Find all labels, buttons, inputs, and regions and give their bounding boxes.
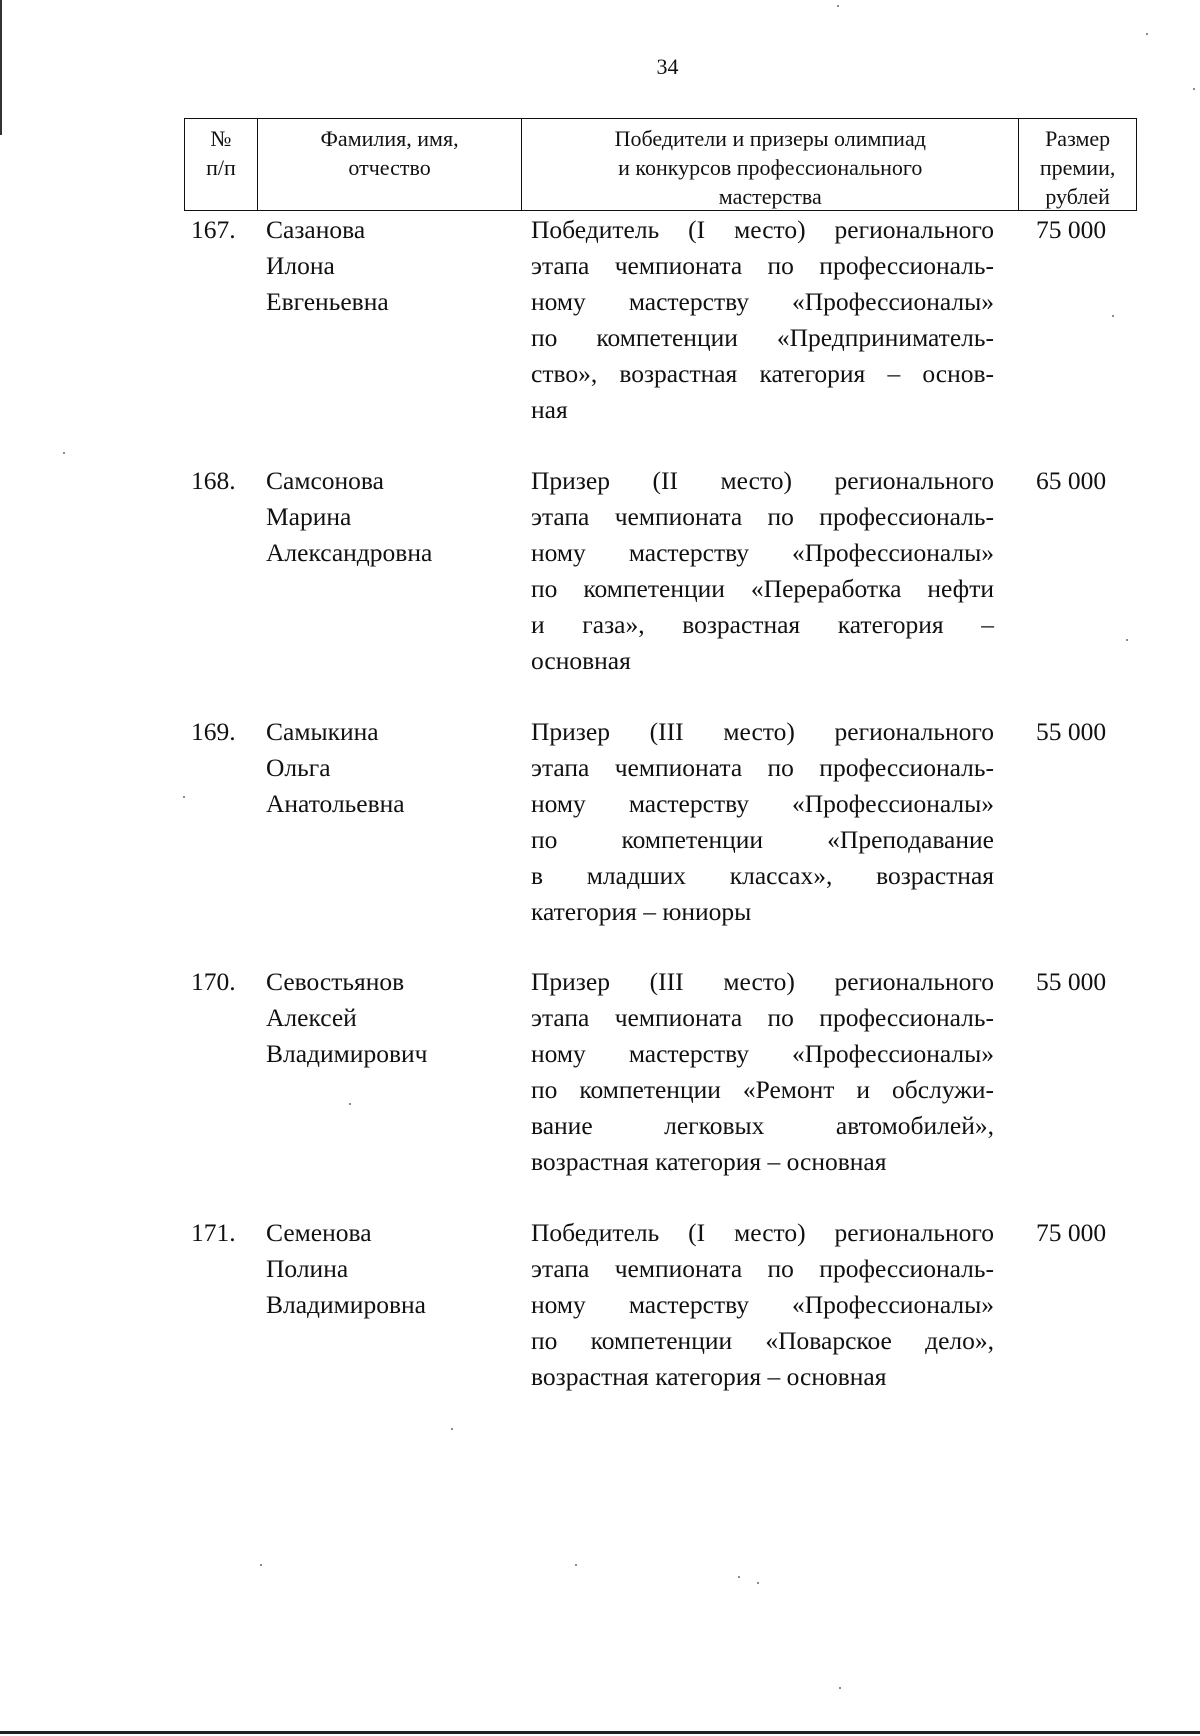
name-line: Самсонова [266,466,384,495]
description-line: возрастная категория – основная [531,1362,887,1391]
description-line: ному мастерству «Профессионалы» [531,538,994,567]
description-line: по компетенции «Переработка нефти [531,574,994,603]
header-prize-line: Размер [1045,126,1111,151]
row-description [531,714,994,930]
row-number: 168. [191,466,236,495]
header-name-line: Фамилия, имя, [320,126,459,151]
description-line: вание легковых автомобилей», [531,1111,994,1140]
name-line: Полина [266,1254,349,1283]
row-name [266,463,432,571]
header-description-line: и конкурсов профессионального [618,155,923,180]
description-line: в младших классах», возрастная [531,861,994,890]
table-header [184,118,1137,211]
header-name-line: отчество [348,155,431,180]
row-name [266,1215,426,1323]
row-prize: 65 000 [1036,466,1107,495]
name-line: Евгеньевна [266,287,389,316]
header-prize [1019,119,1136,210]
header-num-line: п/п [206,155,236,180]
row-number: 171. [191,1218,236,1247]
scan-speck [837,5,839,7]
description-line: ному мастерству «Профессионалы» [531,1290,994,1319]
row-name [266,212,389,320]
row-number: 170. [191,967,236,996]
description-line: категория – юниоры [531,897,752,926]
description-line: этапа чемпионата по профессиональ- [531,1254,994,1283]
name-line: Ольга [266,753,331,782]
description-line: по компетенции «Преподавание [531,825,994,854]
scan-edge-bottom [0,1731,1200,1734]
row-prize: 75 000 [1036,215,1107,244]
description-line: основная [531,646,631,675]
row-description [531,964,994,1180]
scan-speck [839,1687,841,1689]
header-prize-line: рублей [1045,184,1110,209]
header-prize-line: премии, [1039,155,1116,180]
row-prize: 55 000 [1036,967,1107,996]
header-description-line: Победители и призеры олимпиад [614,126,926,151]
row-name [266,714,405,822]
scan-speck [183,796,185,798]
description-line: по компетенции «Предприниматель- [531,323,994,352]
name-line: Владимировна [266,1290,426,1319]
header-num [185,119,258,210]
description-line: Призер (III место) регионального [531,717,994,746]
scan-speck [1146,33,1148,35]
row-description [531,1215,994,1395]
scan-speck [1193,88,1195,90]
description-line: Призер (III место) регионального [531,967,994,996]
description-line: ство», возрастная категория – основ- [531,359,994,388]
scan-speck [757,1582,759,1584]
row-description [531,212,994,428]
scan-speck [260,1564,262,1566]
description-line: ная [531,395,568,424]
name-line: Семенова [266,1218,372,1247]
name-line: Самыкина [266,717,379,746]
page-number: 34 [656,54,679,79]
row-name [266,964,427,1072]
description-line: ному мастерству «Профессионалы» [531,287,994,316]
scan-speck [1112,315,1114,317]
header-description [522,119,1019,210]
description-line: этапа чемпионата по профессиональ- [531,502,994,531]
description-line: Победитель (I место) регионального [531,1218,994,1247]
description-line: этапа чемпионата по профессиональ- [531,1003,994,1032]
name-line: Сазанова [266,215,366,244]
scan-speck [738,1576,740,1578]
description-line: возрастная категория – основная [531,1147,887,1176]
scan-speck [451,1428,453,1430]
name-line: Владимирович [266,1039,428,1068]
header-description-line: мастерства [718,184,822,209]
description-line: по компетенции «Ремонт и обслужи- [531,1075,994,1104]
scan-speck [1126,639,1128,641]
description-line: по компетенции «Поварское дело», [531,1326,994,1355]
name-line: Анатольевна [266,789,405,818]
name-line: Илона [266,251,335,280]
row-description [531,463,994,679]
description-line: этапа чемпионата по профессиональ- [531,753,994,782]
description-line: Призер (II место) регионального [531,466,994,495]
header-num-line: № [210,126,232,151]
name-line: Александровна [266,538,433,567]
scan-speck [575,1564,577,1566]
description-line: ному мастерству «Профессионалы» [531,1039,994,1068]
row-prize: 75 000 [1036,1218,1107,1247]
name-line: Марина [266,502,352,531]
row-number: 167. [191,215,236,244]
header-name [258,119,522,210]
scan-speck [63,452,65,454]
name-line: Алексей [266,1003,357,1032]
description-line: и газа», возрастная категория – [531,610,994,639]
row-number: 169. [191,717,236,746]
name-line: Севостьянов [266,967,405,996]
description-line: ному мастерству «Профессионалы» [531,789,994,818]
row-prize: 55 000 [1036,717,1107,746]
scan-speck [349,1103,351,1105]
description-line: этапа чемпионата по профессиональ- [531,251,994,280]
description-line: Победитель (I место) регионального [531,215,994,244]
